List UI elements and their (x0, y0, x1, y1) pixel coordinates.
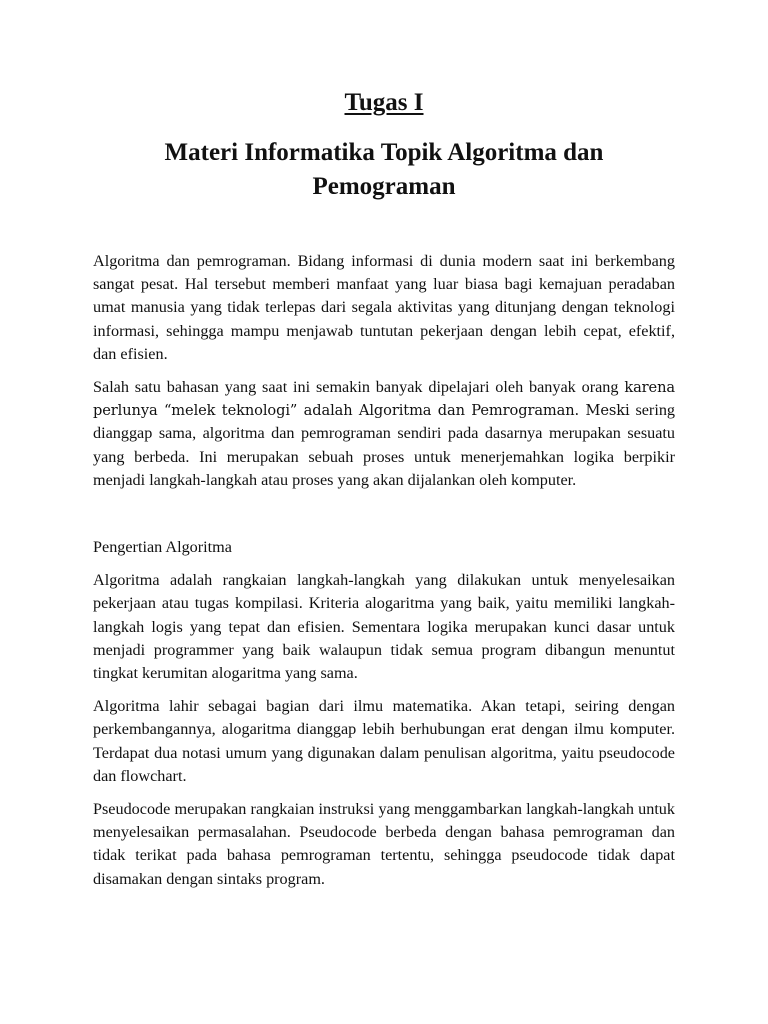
second-paragraph-highlight: karena perlunya “melek teknologi” adalah Algoritma dan Pemrograman. Meski (93, 379, 675, 420)
second-paragraph (93, 376, 675, 492)
document-subtitle (0, 136, 768, 204)
document-title: Tugas I (344, 89, 424, 116)
subtitle-line-2: Pemograman (312, 173, 456, 200)
section-heading: Pengertian Algoritma (93, 538, 232, 557)
subtitle-line-1: Materi Informatika Topik Algoritma dan (164, 139, 604, 166)
intro-paragraph: Algoritma dan pemrograman. Bidang informasi di dunia modern saat ini berkembang sangat pesat. Hal tersebut memberi manfaat yang luar biasa bagi kemajuan peradaban umat manusia yang tidak terlepas dari segala aktivitas yang ditunjang dengan teknologi informasi, sehingga mampu menjawab tuntutan pekerjaan dengan lebih cepat, efektif, dan efisien. (93, 252, 675, 363)
section-paragraph-1: Algoritma adalah rangkaian langkah-langkah yang dilakukan untuk menyelesaikan pekerjaan atau tugas kompilasi. Kriteria alogaritma yang baik, yaitu memiliki langkah-langkah logis yang tepat dan efisien. Sementara logika merupakan kunci dasar untuk menjadi programmer yang baik walaupun tidak semua program dibangun menuntut tingkat kerumitan alogaritma yang sama. (93, 571, 675, 683)
second-paragraph-end: sering dianggap sama, algoritma dan pemrograman sendiri pada dasarnya merupakan sesuatu yang berbeda. Ini merupakan sebuah proses untuk menerjemahkan logika berpikir menjadi langkah-langkah atau proses yang akan dijalankan oleh komputer. (93, 401, 676, 489)
second-paragraph-start: Salah satu bahasan yang saat ini semakin banyak dipelajari oleh banyak orang (93, 378, 625, 397)
document-body (93, 250, 675, 901)
section-paragraph-2: Algoritma lahir sebagai bagian dari ilmu matematika. Akan tetapi, seiring dengan perkembangannya, alogaritma dianggap lebih berhubungan erat dengan ilmu komputer. Terdapat dua notasi umum yang digunakan dalam penulisan algoritma, yaitu pseudocode dan flowchart. (93, 697, 675, 785)
section-paragraph-3: Pseudocode merupakan rangkaian instruksi yang menggambarkan langkah-langkah untuk menyelesaikan permasalahan. Pseudocode berbeda dengan bahasa pemrograman dan tidak terikat pada bahasa pemrograman tertentu, sehingga pseudocode tidak dapat disamakan dengan sintaks program. (93, 800, 675, 888)
